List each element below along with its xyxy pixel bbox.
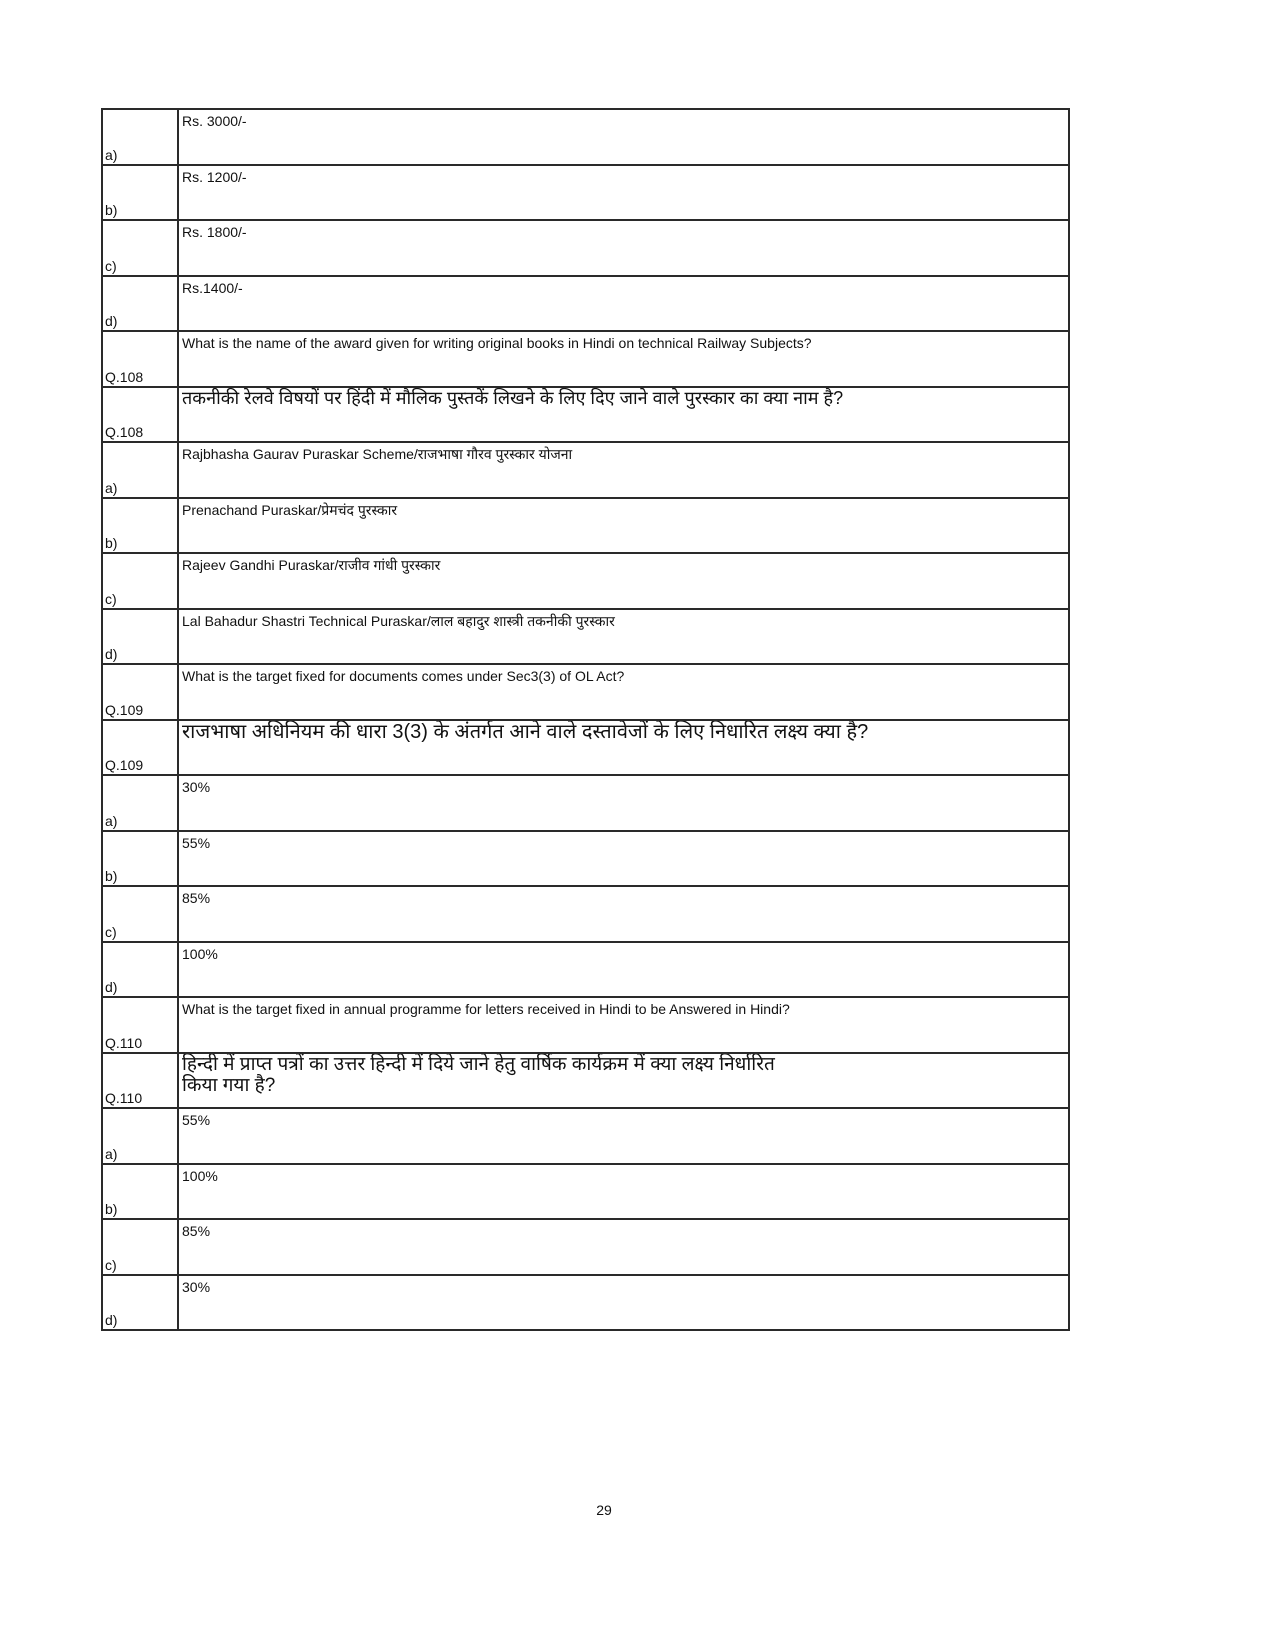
option-text: Rs. 1200/- xyxy=(182,168,247,185)
question-text-english: What is the name of the award given for writing original books in Hindi on technical Railway Subjects? xyxy=(182,335,812,351)
table-row xyxy=(102,1219,1069,1275)
option-text: Rs. 3000/- xyxy=(182,113,247,129)
text-cell xyxy=(178,942,1069,998)
option-text: 55% xyxy=(182,834,211,851)
label-cell xyxy=(102,1053,178,1109)
text-cell xyxy=(178,664,1069,720)
label-cell xyxy=(102,1275,178,1331)
option-text: 30% xyxy=(182,1278,211,1295)
question-text-hindi: राजभाषा अधिनियम की धारा 3(3) के अंतर्गत आने वाले दस्तावेजों के लिए निधारित लक्ष्य क्या है? xyxy=(182,720,869,743)
label-cell xyxy=(102,886,178,942)
question-number: Q.108 xyxy=(105,368,144,385)
text-cell xyxy=(178,831,1069,887)
label-cell xyxy=(102,997,178,1053)
table-row xyxy=(102,1108,1069,1164)
label-cell xyxy=(102,498,178,554)
option-label: b) xyxy=(105,1201,118,1217)
option-label: a) xyxy=(105,812,118,829)
label-cell xyxy=(102,831,178,887)
question-number: Q.108 xyxy=(105,424,144,440)
option-label: b) xyxy=(105,202,118,218)
question-text-english: What is the target fixed for documents comes under Sec3(3) of OL Act? xyxy=(182,668,625,684)
text-cell xyxy=(178,1164,1069,1220)
text-cell xyxy=(178,1108,1069,1164)
table-row xyxy=(102,1053,1069,1109)
option-text: Rajbhasha Gaurav Puraskar Scheme/राजभाषा गौरव पुरस्कार योजना xyxy=(182,446,573,462)
question-text-english: What is the target fixed in annual programme for letters received in Hindi to be Answered in Hindi? xyxy=(182,1001,790,1017)
question-table-body xyxy=(102,109,1069,1330)
table-row xyxy=(102,942,1069,998)
table-row xyxy=(102,1164,1069,1220)
table-row xyxy=(102,997,1069,1053)
table-row xyxy=(102,664,1069,720)
label-cell xyxy=(102,664,178,720)
label-cell xyxy=(102,1108,178,1164)
option-label: b) xyxy=(105,535,118,551)
question-text-hindi: हिन्दी में प्राप्त पत्रों का उत्तर हिन्दी में दिये जाने हेतु वार्षिक कार्यक्रम में क्या लक्ष्य निर्धारित किया गया है? xyxy=(182,1053,775,1096)
table-row xyxy=(102,220,1069,276)
label-cell xyxy=(102,553,178,609)
table-row xyxy=(102,165,1069,221)
text-cell xyxy=(178,276,1069,332)
text-cell xyxy=(178,553,1069,609)
option-label: a) xyxy=(105,479,118,496)
label-cell xyxy=(102,109,178,165)
option-text: Lal Bahadur Shastri Technical Puraskar/लाल बहादुर शास्त्री तकनीकी पुरस्कार xyxy=(182,612,615,629)
text-cell xyxy=(178,442,1069,498)
table-row xyxy=(102,1275,1069,1331)
option-text: Rajeev Gandhi Puraskar/राजीव गांधी पुरस्कार xyxy=(182,557,441,573)
option-label: d) xyxy=(105,313,118,329)
label-cell xyxy=(102,276,178,332)
option-text: 85% xyxy=(182,890,211,906)
option-label: d) xyxy=(105,979,118,995)
option-text: 100% xyxy=(182,1167,218,1184)
label-cell xyxy=(102,609,178,665)
text-cell xyxy=(178,720,1069,776)
table-row xyxy=(102,553,1069,609)
label-cell xyxy=(102,442,178,498)
option-text: 30% xyxy=(182,779,211,795)
option-text: 55% xyxy=(182,1112,211,1128)
page-number: 29 xyxy=(596,1502,612,1518)
option-label: c) xyxy=(105,923,117,940)
text-cell xyxy=(178,109,1069,165)
text-cell xyxy=(178,609,1069,665)
question-number: Q.110 xyxy=(105,1090,143,1106)
text-cell xyxy=(178,220,1069,276)
label-cell xyxy=(102,220,178,276)
option-label: a) xyxy=(105,146,118,163)
text-cell xyxy=(178,1219,1069,1275)
question-text-hindi: तकनीकी रेलवे विषयों पर हिंदी में मौलिक पुस्तकें लिखने के लिए दिए जाने वाले पुरस्कार का क्या नाम है? xyxy=(182,387,844,408)
option-text: Rs.1400/- xyxy=(182,279,243,296)
option-label: c) xyxy=(105,590,117,607)
label-cell xyxy=(102,1219,178,1275)
text-cell xyxy=(178,886,1069,942)
text-cell xyxy=(178,498,1069,554)
question-number: Q.109 xyxy=(105,701,144,718)
question-number: Q.110 xyxy=(105,1034,143,1051)
option-label: a) xyxy=(105,1145,118,1162)
option-text: 85% xyxy=(182,1223,211,1239)
text-cell xyxy=(178,331,1069,387)
label-cell xyxy=(102,331,178,387)
option-text: Rs. 1800/- xyxy=(182,224,247,240)
label-cell xyxy=(102,942,178,998)
text-cell xyxy=(178,165,1069,221)
table-row xyxy=(102,609,1069,665)
text-cell xyxy=(178,1053,1069,1109)
table-row xyxy=(102,720,1069,776)
option-label: c) xyxy=(105,1256,117,1273)
label-cell xyxy=(102,775,178,831)
table-row xyxy=(102,276,1069,332)
table-row xyxy=(102,331,1069,387)
label-cell xyxy=(102,720,178,776)
option-label: b) xyxy=(105,868,118,884)
question-table xyxy=(101,108,1070,1331)
text-cell xyxy=(178,1275,1069,1331)
label-cell xyxy=(102,387,178,443)
table-row xyxy=(102,442,1069,498)
text-cell xyxy=(178,997,1069,1053)
option-text: Prenachand Puraskar/प्रेमचंद पुरस्कार xyxy=(182,501,398,518)
text-cell xyxy=(178,775,1069,831)
text-cell xyxy=(178,387,1069,443)
label-cell xyxy=(102,1164,178,1220)
option-text: 100% xyxy=(182,945,218,962)
table-row xyxy=(102,831,1069,887)
table-row xyxy=(102,387,1069,443)
table-row xyxy=(102,886,1069,942)
option-label: c) xyxy=(105,257,117,274)
table-row xyxy=(102,775,1069,831)
label-cell xyxy=(102,165,178,221)
table-row xyxy=(102,109,1069,165)
option-label: d) xyxy=(105,646,118,662)
table-row xyxy=(102,498,1069,554)
question-number: Q.109 xyxy=(105,757,144,773)
option-label: d) xyxy=(105,1312,118,1328)
